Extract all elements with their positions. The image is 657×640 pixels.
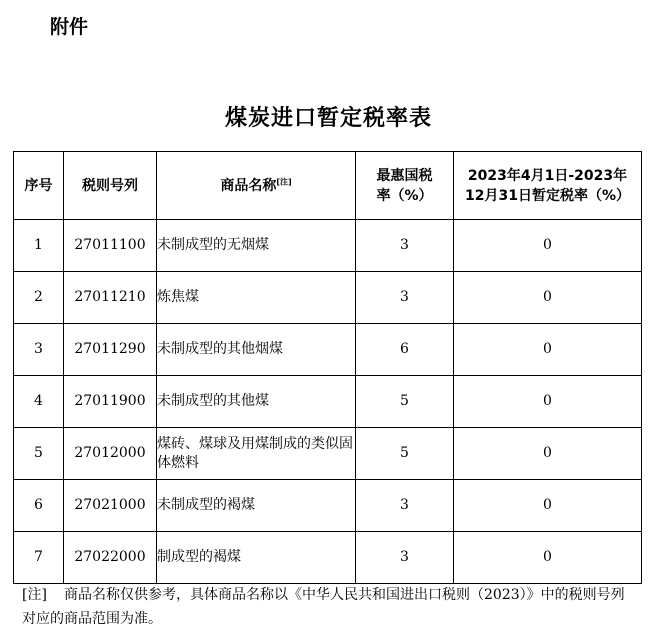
cell-temporary-rate: 0 xyxy=(454,428,642,480)
table-row xyxy=(14,220,642,272)
cell-temporary-rate: 0 xyxy=(454,376,642,428)
cell-name: 炼焦煤 xyxy=(157,272,356,324)
document-title: 煤炭进口暂定税率表 xyxy=(224,105,432,131)
cell-seq: 2 xyxy=(14,272,64,324)
header-name-label: 商品名称 xyxy=(220,177,277,194)
footnote-tag: [注] xyxy=(22,587,47,603)
cell-name: 未制成型的褐煤 xyxy=(157,480,356,532)
cell-mfn-rate: 3 xyxy=(356,480,454,532)
header-temporary-rate: 2023年4月1日-2023年12月31日暂定税率（%） xyxy=(454,152,642,220)
cell-temporary-rate: 0 xyxy=(454,532,642,584)
cell-seq: 6 xyxy=(14,480,64,532)
table-row xyxy=(14,428,642,480)
footnote xyxy=(22,583,637,631)
cell-code: 27011900 xyxy=(64,376,157,428)
cell-code: 27021000 xyxy=(64,480,157,532)
cell-mfn-rate: 3 xyxy=(356,532,454,584)
cell-code: 27011290 xyxy=(64,324,157,376)
cell-seq: 1 xyxy=(14,220,64,272)
header-code: 税则号列 xyxy=(64,152,157,220)
cell-seq: 4 xyxy=(14,376,64,428)
table-row xyxy=(14,532,642,584)
cell-seq: 3 xyxy=(14,324,64,376)
cell-name: 煤砖、煤球及用煤制成的类似固体燃料 xyxy=(157,428,356,480)
cell-temporary-rate: 0 xyxy=(454,220,642,272)
table-row xyxy=(14,376,642,428)
cell-mfn-rate: 3 xyxy=(356,272,454,324)
cell-code: 27011100 xyxy=(64,220,157,272)
cell-name: 未制成型的无烟煤 xyxy=(157,220,356,272)
header-name-footnote-mark: [注] xyxy=(276,176,292,186)
tariff-table xyxy=(13,151,642,584)
cell-name: 制成型的褐煤 xyxy=(157,532,356,584)
cell-temporary-rate: 0 xyxy=(454,272,642,324)
cell-mfn-rate: 5 xyxy=(356,376,454,428)
header-name xyxy=(157,152,356,220)
cell-code: 27011210 xyxy=(64,272,157,324)
table-row xyxy=(14,272,642,324)
header-seq: 序号 xyxy=(14,152,64,220)
cell-mfn-rate: 6 xyxy=(356,324,454,376)
cell-code: 27012000 xyxy=(64,428,157,480)
cell-temporary-rate: 0 xyxy=(454,324,642,376)
header-mfn-rate: 最惠国税率（%） xyxy=(356,152,454,220)
cell-mfn-rate: 5 xyxy=(356,428,454,480)
table-row xyxy=(14,480,642,532)
table-header-row xyxy=(14,152,642,220)
cell-seq: 7 xyxy=(14,532,64,584)
cell-temporary-rate: 0 xyxy=(454,480,642,532)
cell-mfn-rate: 3 xyxy=(356,220,454,272)
table-row xyxy=(14,324,642,376)
cell-seq: 5 xyxy=(14,428,64,480)
cell-code: 27022000 xyxy=(64,532,157,584)
footnote-text: 商品名称仅供参考，具体商品名称以《中华人民共和国进出口税则（2023）》中的税则号列对应的商品范围为准。 xyxy=(22,587,625,627)
cell-name: 未制成型的其他烟煤 xyxy=(157,324,356,376)
attachment-label: 附件 xyxy=(50,16,89,38)
cell-name: 未制成型的其他煤 xyxy=(157,376,356,428)
